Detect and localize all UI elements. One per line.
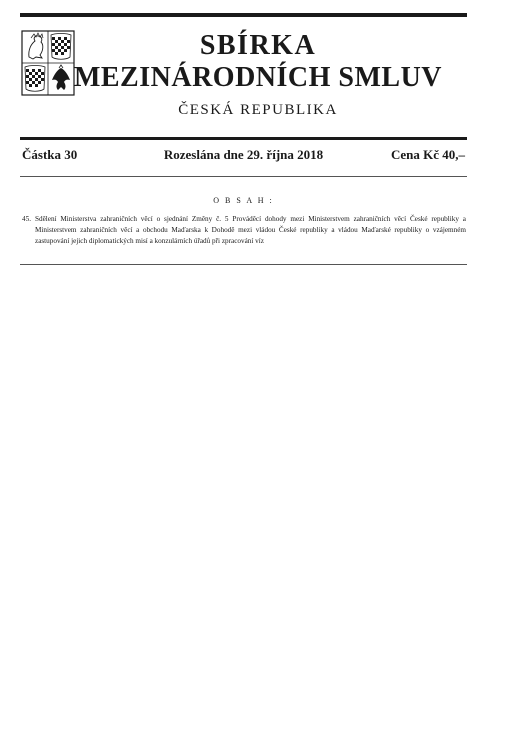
meta-rule bbox=[20, 176, 467, 177]
contents-heading: O B S A H : bbox=[213, 196, 274, 205]
collection-title-subline: MEZINÁRODNÍCH SMLUV bbox=[73, 62, 443, 93]
issue-price: Cena Kč 40,– bbox=[390, 147, 465, 162]
publication-date: Rozeslána dne 29. října 2018 bbox=[163, 147, 324, 162]
list-item bbox=[22, 214, 466, 247]
contents-bottom-rule bbox=[20, 264, 467, 265]
czech-coat-of-arms-icon bbox=[21, 30, 75, 96]
list-item-number: 45. bbox=[22, 215, 31, 223]
list-item-text: Sdělení Ministerstva zahraničních věcí o sjednání Změny č. 5 Prováděcí dohody mezi Ministerstvem zahraničních věcí České republiky a Ministerstvem zahraničních věcí a obchodu Maďarska k Dohodě mezi vládou České republiky a vládou Maďarské republiky o vzájemném zastupování jejich diplomatických misí a konzulárních úřadů při zpracování víz bbox=[35, 215, 466, 245]
collection-title: SBÍRKA bbox=[199, 30, 317, 61]
top-rule bbox=[20, 13, 467, 17]
country-name: ČESKÁ REPUBLIKA bbox=[178, 102, 338, 118]
issue-number: Částka 30 bbox=[22, 147, 78, 162]
header-rule bbox=[20, 137, 467, 140]
